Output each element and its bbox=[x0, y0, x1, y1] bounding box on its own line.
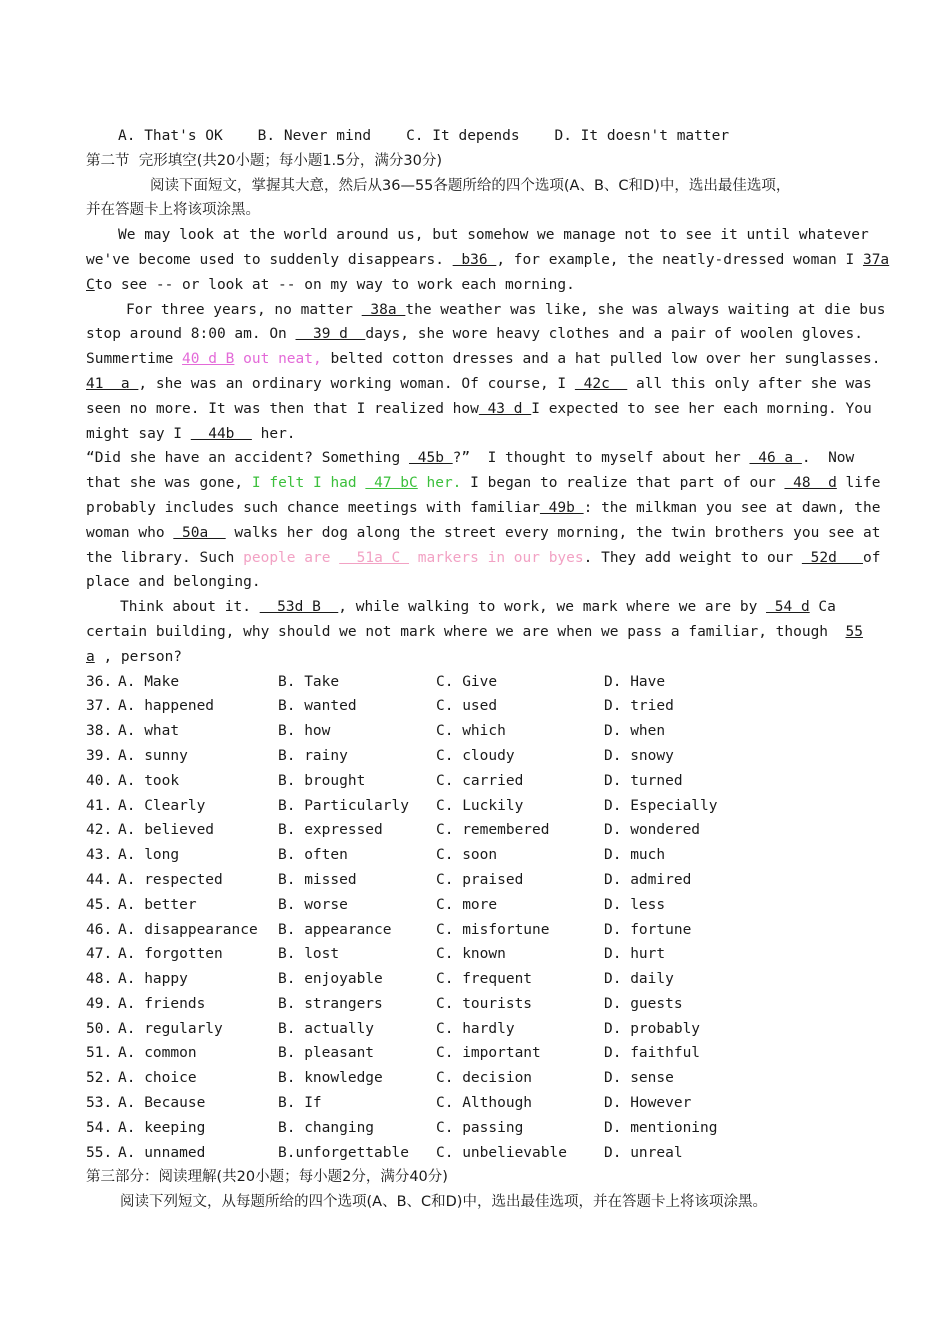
option-b[interactable]: B. often bbox=[278, 847, 348, 864]
question-row bbox=[86, 1141, 872, 1166]
blank-50[interactable]: 50a bbox=[173, 524, 226, 541]
option-b[interactable]: B. rainy bbox=[278, 747, 348, 764]
blank-44[interactable]: 44b bbox=[190, 425, 252, 442]
passage-line: stop around 8:00 am. On 39 d days, she wore heavy clothes and a pair of woolen gloves. bbox=[86, 326, 863, 343]
question-row bbox=[86, 670, 872, 695]
question-number: 53. bbox=[86, 1095, 113, 1112]
light-pink-annotation-end: markers in our byes bbox=[409, 549, 584, 566]
option-a[interactable]: A. sunny bbox=[118, 747, 188, 764]
option-b[interactable]: B. lost bbox=[278, 946, 340, 963]
option-c[interactable]: C. decision bbox=[436, 1070, 533, 1087]
question-row bbox=[86, 818, 872, 843]
option-b[interactable]: B. pleasant bbox=[278, 1045, 375, 1062]
option-a[interactable]: A. happy bbox=[118, 971, 188, 988]
option-a[interactable]: A. believed bbox=[118, 822, 215, 839]
option-c[interactable]: C. which bbox=[436, 723, 506, 740]
option-b[interactable]: B. brought bbox=[278, 772, 366, 789]
option-c[interactable]: C. frequent bbox=[436, 971, 533, 988]
option-d[interactable]: D. less bbox=[604, 896, 666, 913]
option-a[interactable]: A. common bbox=[118, 1045, 197, 1062]
option-b[interactable]: B. how bbox=[278, 723, 331, 740]
option-c[interactable]: C. more bbox=[436, 896, 498, 913]
question-row bbox=[86, 893, 872, 918]
option-d[interactable]: D. admired bbox=[604, 871, 692, 888]
option-c[interactable]: C. Luckily bbox=[436, 797, 524, 814]
question-row bbox=[86, 719, 872, 744]
passage-line: place and belonging. bbox=[86, 574, 261, 591]
option-c[interactable]: C. unbelievable bbox=[436, 1144, 567, 1161]
option-b[interactable]: B. wanted bbox=[278, 698, 357, 715]
blank-45[interactable]: 45b bbox=[409, 450, 453, 467]
blank-54[interactable]: 54 d bbox=[766, 599, 810, 616]
blank-51[interactable]: 51a C bbox=[339, 549, 410, 566]
option-d[interactable]: D. mentioning bbox=[604, 1119, 718, 1136]
option-a[interactable]: A. regularly bbox=[118, 1020, 223, 1037]
option-a[interactable]: A. what bbox=[118, 723, 180, 740]
passage-line: woman who 50a walks her dog along the street every morning, the twin brothers you see at bbox=[86, 524, 881, 541]
question-row bbox=[86, 1041, 872, 1066]
question-row bbox=[86, 694, 872, 719]
passage-line: probably includes such chance meetings with familiar 49b : the milkman you see at dawn, the bbox=[86, 499, 881, 516]
option-d[interactable]: D. sense bbox=[604, 1070, 674, 1087]
option-c[interactable]: C. cloudy bbox=[436, 747, 515, 764]
option-a[interactable]: A. took bbox=[118, 772, 180, 789]
question-number: 49. bbox=[86, 995, 113, 1012]
exam-page bbox=[86, 124, 890, 1215]
option-d[interactable]: D. guests bbox=[604, 995, 683, 1012]
option-a[interactable]: A. unnamed bbox=[118, 1144, 206, 1161]
blank-42[interactable]: 42c bbox=[574, 375, 628, 392]
option-a[interactable]: A. Because bbox=[118, 1095, 206, 1112]
option-d[interactable]: D. tried bbox=[604, 698, 674, 715]
blank-46[interactable]: 46 a bbox=[749, 450, 802, 467]
question-number: 41. bbox=[86, 797, 113, 814]
question-number: 55. bbox=[86, 1144, 113, 1161]
question-row bbox=[86, 918, 872, 943]
option-b[interactable]: B. missed bbox=[278, 871, 357, 888]
option-d[interactable]: D. fortune bbox=[604, 921, 692, 938]
blank-53[interactable]: 53d B bbox=[259, 599, 339, 616]
passage-line: we've become used to suddenly disappears. b36 , for example, the neatly-dressed woman I 37a bbox=[86, 251, 890, 268]
question-number: 48. bbox=[86, 971, 113, 988]
option-b[interactable]: B. strangers bbox=[278, 995, 383, 1012]
option-d[interactable]: D. turned bbox=[604, 772, 683, 789]
question-number: 40. bbox=[86, 772, 113, 789]
blank-49[interactable]: 49b bbox=[539, 499, 584, 516]
option-d[interactable]: D. daily bbox=[604, 971, 674, 988]
passage-line: “Did she have an accident? Something 45b ?” I thought to myself about her 46 a . Now bbox=[86, 450, 855, 467]
option-a[interactable]: A. Make bbox=[118, 673, 180, 690]
question-row bbox=[86, 1066, 872, 1091]
passage-line: might say I 44b her. bbox=[86, 425, 296, 442]
option-d[interactable]: D. hurt bbox=[604, 946, 666, 963]
passage-line: Cto see -- or look at -- on my way to work each morning. bbox=[86, 276, 575, 293]
pink-annotation: out neat, bbox=[234, 351, 322, 368]
question-number: 51. bbox=[86, 1045, 113, 1062]
question-row bbox=[86, 769, 872, 794]
question-number: 52. bbox=[86, 1070, 113, 1087]
blank-39[interactable]: 39 d bbox=[295, 326, 366, 343]
option-a[interactable]: A. keeping bbox=[118, 1119, 206, 1136]
option-b[interactable]: B. knowledge bbox=[278, 1070, 383, 1087]
option-b[interactable]: B. changing bbox=[278, 1119, 375, 1136]
option-d[interactable]: D. snowy bbox=[604, 747, 674, 764]
question-number: 46. bbox=[86, 921, 113, 938]
option-c[interactable]: C. tourists bbox=[436, 995, 533, 1012]
option-c[interactable]: C. remembered bbox=[436, 822, 550, 839]
question-number: 36. bbox=[86, 673, 113, 690]
question-number: 42. bbox=[86, 822, 113, 839]
option-b[interactable]: B. expressed bbox=[278, 822, 383, 839]
question-number: 50. bbox=[86, 1020, 113, 1037]
option-a[interactable]: A. respected bbox=[118, 871, 223, 888]
section2-instruction-cont: 并在答题卡上将该项涂黑。 bbox=[86, 202, 260, 219]
option-c[interactable]: C. Give bbox=[436, 673, 498, 690]
option-b[interactable]: B. worse bbox=[278, 896, 348, 913]
passage-line: seen no more. It was then that I realized how 43 d I expected to see her each morning. You bbox=[86, 400, 872, 417]
passage-line: a , person? bbox=[86, 648, 183, 665]
section3-instruction: 阅读下列短文，从每题所给的四个选项(A、B、C和D)中，选出最佳选项，并在答题卡上将该项涂黑。 bbox=[120, 1194, 767, 1211]
blank-47[interactable]: 47 bC bbox=[365, 475, 418, 492]
blank-43[interactable]: 43 d bbox=[478, 400, 532, 417]
option-d[interactable]: D. when bbox=[604, 723, 666, 740]
option-d[interactable]: D. Especially bbox=[604, 797, 718, 814]
option-c[interactable]: C. soon bbox=[436, 847, 498, 864]
blank-36[interactable]: b36 bbox=[452, 251, 497, 268]
option-d[interactable]: D. wondered bbox=[604, 822, 701, 839]
option-d[interactable]: D. probably bbox=[604, 1020, 701, 1037]
option-c[interactable]: C. used bbox=[436, 698, 498, 715]
question-number: 47. bbox=[86, 946, 113, 963]
section2-title: 第二节 完形填空(共20小题；每小题1.5分，满分30分) bbox=[86, 152, 442, 169]
section3-title: 第三部分：阅读理解(共20小题；每小题2分，满分40分) bbox=[86, 1169, 448, 1186]
option-d[interactable]: D. unreal bbox=[604, 1144, 683, 1161]
option-b[interactable]: B. appearance bbox=[278, 921, 392, 938]
option-a[interactable]: A. better bbox=[118, 896, 197, 913]
option-b[interactable]: B. Particularly bbox=[278, 797, 409, 814]
green-annotation-end: her. bbox=[417, 475, 462, 492]
question-list bbox=[86, 670, 872, 1166]
question-number: 54. bbox=[86, 1119, 113, 1136]
option-c[interactable]: C. hardly bbox=[436, 1020, 515, 1037]
option-d[interactable]: D. faithful bbox=[604, 1045, 701, 1062]
question-row bbox=[86, 868, 872, 893]
question-number: 43. bbox=[86, 847, 113, 864]
question-row bbox=[86, 744, 872, 769]
question-row bbox=[86, 1017, 872, 1042]
option-b[interactable]: B. If bbox=[278, 1095, 322, 1112]
blank-41[interactable]: 41 a bbox=[86, 375, 139, 392]
question-row bbox=[86, 794, 872, 819]
option-c[interactable]: C. important bbox=[436, 1045, 541, 1062]
option-c[interactable]: C. praised bbox=[436, 871, 524, 888]
option-c[interactable]: C. misfortune bbox=[436, 921, 550, 938]
passage-line: certain building, why should we not mark where we are when we pass a familiar, though 55 bbox=[86, 623, 863, 640]
option-c[interactable]: C. known bbox=[436, 946, 506, 963]
prev-question-options: A. That's OK B. Never mind C. It depends D. It doesn't matter bbox=[118, 128, 730, 144]
option-b[interactable]: B. actually bbox=[278, 1020, 375, 1037]
light-pink-annotation: people are bbox=[243, 549, 340, 566]
question-row bbox=[86, 967, 872, 992]
passage-line: We may look at the world around us, but somehow we manage not to see it until whatever bbox=[118, 227, 869, 244]
blank-37[interactable]: 37a bbox=[862, 251, 890, 268]
section2-instruction: 阅读下面短文，掌握其大意，然后从36—55各题所给的四个选项(A、B、C和D)中，选出最佳选项， bbox=[150, 177, 791, 194]
option-a[interactable]: A. disappearance bbox=[118, 921, 258, 938]
question-number: 38. bbox=[86, 723, 113, 740]
blank-40[interactable]: 40 d B bbox=[182, 351, 235, 368]
option-a[interactable]: A. happened bbox=[118, 698, 215, 715]
cloze-passage bbox=[86, 223, 890, 669]
question-number: 44. bbox=[86, 871, 113, 888]
option-c[interactable]: C. Although bbox=[436, 1095, 533, 1112]
option-c[interactable]: C. passing bbox=[436, 1119, 524, 1136]
option-a[interactable]: A. long bbox=[118, 847, 180, 864]
option-b[interactable]: B.unforgettable bbox=[278, 1144, 409, 1161]
option-b[interactable]: B. Take bbox=[278, 673, 340, 690]
blank-55-cont[interactable]: a bbox=[86, 648, 95, 665]
question-row bbox=[86, 843, 872, 868]
passage-line: For three years, no matter 38a the weather was like, she was always waiting at die bus bbox=[126, 301, 886, 318]
blank-55[interactable]: 55 bbox=[845, 623, 863, 640]
question-row bbox=[86, 1091, 872, 1116]
option-a[interactable]: A. Clearly bbox=[118, 797, 206, 814]
green-annotation: I felt I had bbox=[251, 475, 366, 492]
option-c[interactable]: C. carried bbox=[436, 772, 524, 789]
option-a[interactable]: A. friends bbox=[118, 995, 206, 1012]
blank-52[interactable]: 52d bbox=[801, 549, 863, 566]
passage-line: the library. Such people are 51a C markers in our byes. They add weight to our 52d of bbox=[86, 549, 881, 566]
question-row bbox=[86, 942, 872, 967]
passage-line: Think about it. 53d B , while walking to work, we mark where we are by 54 d Ca bbox=[120, 599, 836, 616]
question-row bbox=[86, 1116, 872, 1141]
question-row bbox=[86, 992, 872, 1017]
option-d[interactable]: D. much bbox=[604, 847, 666, 864]
passage-line: Summertime 40 d B out neat, belted cotton dresses and a hat pulled low over her sunglasses. bbox=[86, 351, 881, 368]
question-number: 45. bbox=[86, 896, 113, 913]
option-b[interactable]: B. enjoyable bbox=[278, 971, 383, 988]
passage-line: that she was gone, I felt I had 47 bC her. I began to realize that part of our 48 d life bbox=[86, 475, 881, 492]
question-number: 37. bbox=[86, 698, 113, 715]
option-a[interactable]: A. forgotten bbox=[118, 946, 223, 963]
option-a[interactable]: A. choice bbox=[118, 1070, 197, 1087]
question-number: 39. bbox=[86, 747, 113, 764]
passage-line: 41 a , she was an ordinary working woman. Of course, I 42c all this only after she was bbox=[86, 375, 872, 392]
blank-48[interactable]: 48 d bbox=[784, 475, 837, 492]
option-d[interactable]: D. However bbox=[604, 1095, 692, 1112]
blank-37-cont[interactable]: C bbox=[86, 276, 95, 293]
blank-38[interactable]: 38a bbox=[361, 301, 406, 318]
option-d[interactable]: D. Have bbox=[604, 673, 666, 690]
